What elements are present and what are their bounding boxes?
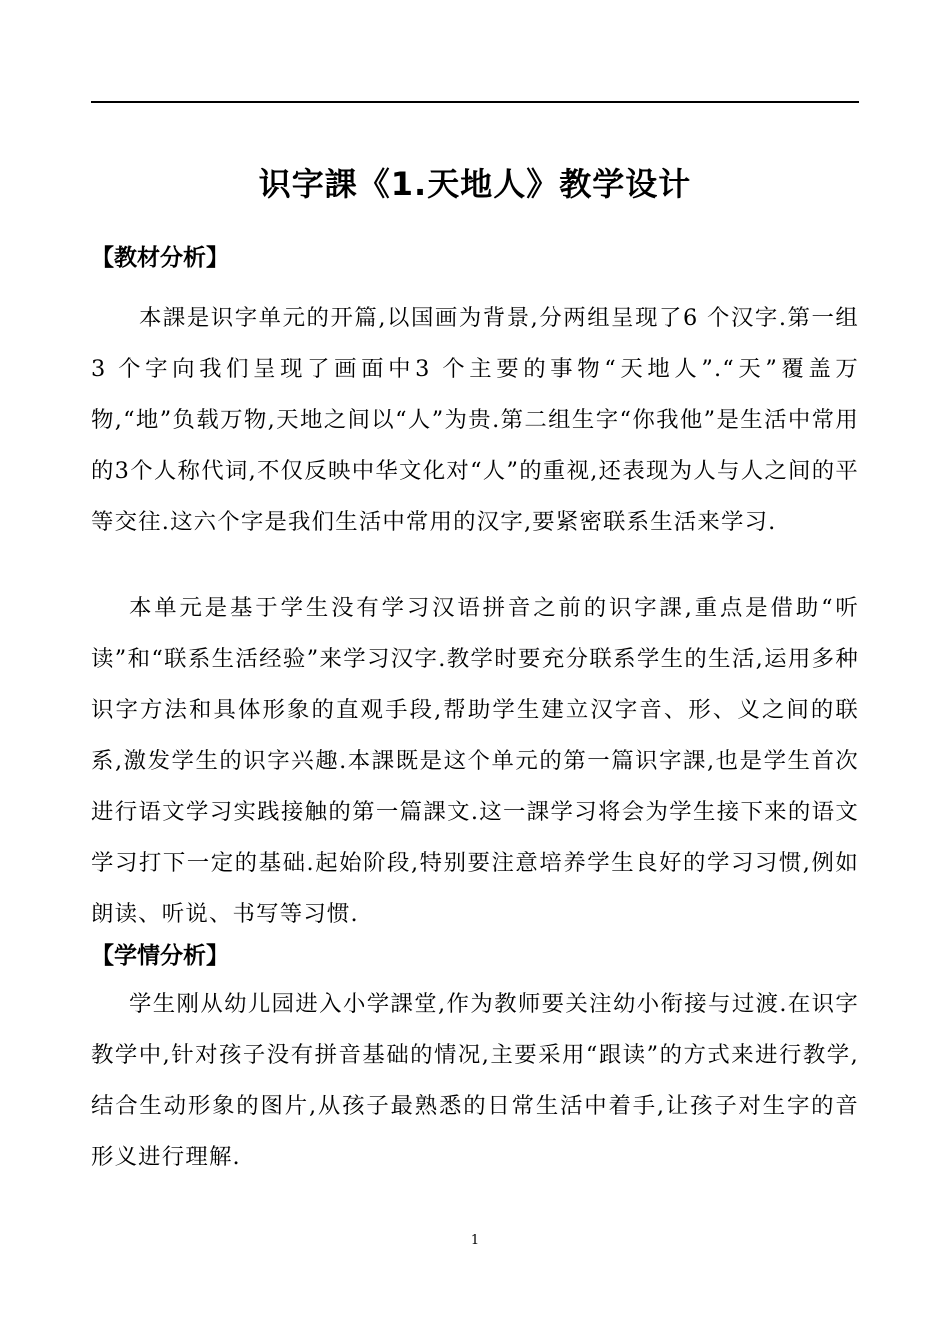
paragraph-textbook-analysis-2: 本单元是基于学生没有学习汉语拼音之前的识字課,重点是借助“听读”和“联系生活经验”来学习汉字.教学时要充分联系学生的生活,运用多种识字方法和具体形象的直观手段,帮助学生建立汉字音、形、义之间的联系,激发学生的识字兴趣.本課既是这个单元的第一篇识字課,也是学生首次进行语文学习实践接触的第一篇課文.这一課学习将会为学生接下来的语文学习打下一定的基础.起始阶段,特别要注意培养学生良好的学习习惯,例如朗读、听说、书写等习惯.: [91, 595, 859, 927]
paragraph-student-analysis-1: 学生刚从幼儿园进入小学課堂,作为教师要关注幼小衔接与过渡.在识字教学中,针对孩子没有拼音基础的情况,主要采用“跟读”的方式来进行教学,结合生动形象的图片,从孩子最熟悉的日常生活中着手,让孩子对生字的音形义进行理解.: [91, 991, 859, 1170]
paragraph-textbook-analysis-1: 本課是识字单元的开篇,以国画为背景,分两组呈现了6 个汉字.第一组3 个字向我们呈现了画面中3 个主要的事物“天地人”.“天”覆盖万物,“地”负载万物,天地之间以“人”为贵.第二组生字“你我他”是生活中常用的3个人称代词,不仅反映中华文化对“人”的重视,还表现为人与人之间的平等交往.这六个字是我们生活中常用的汉字,要紧密联系生活来学习.: [91, 305, 859, 535]
document-title: 识字課《1.天地人》教学设计: [258, 165, 692, 203]
header-rule: [91, 101, 859, 103]
section-heading-textbook-analysis: 【教材分析】: [91, 245, 229, 271]
section-heading-student-analysis: 【学情分析】: [91, 943, 229, 969]
page-number: 1: [470, 1233, 480, 1248]
